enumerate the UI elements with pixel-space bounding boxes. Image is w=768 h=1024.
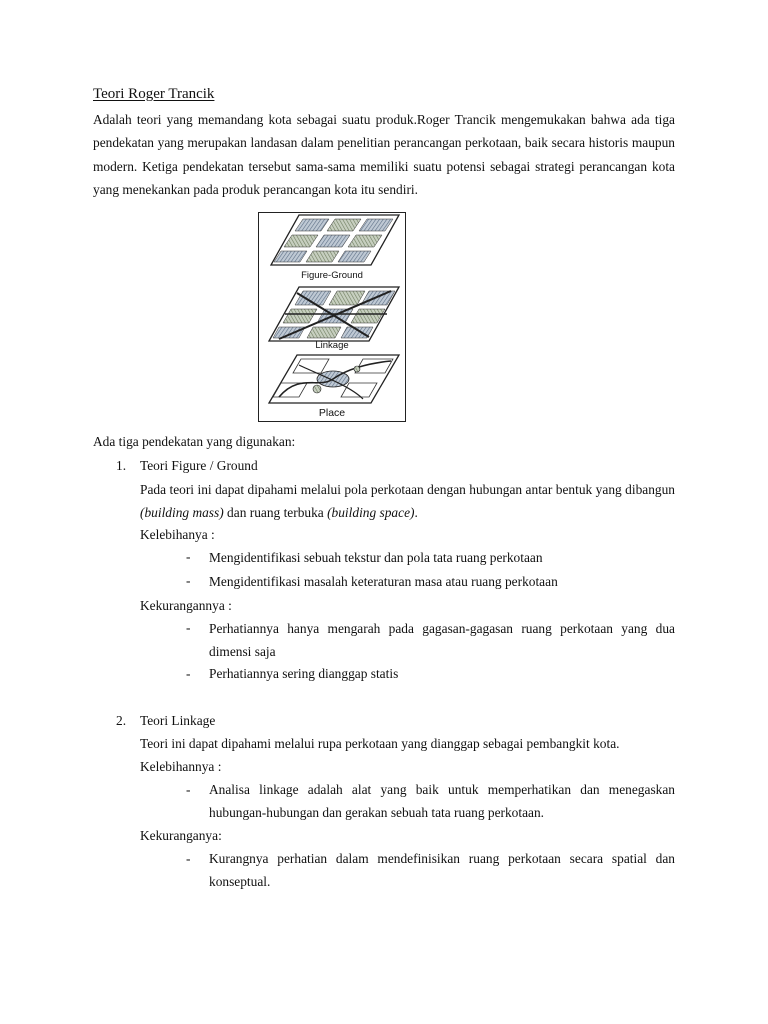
cons-label: Kekurangannya : xyxy=(140,598,232,613)
trancik-diagram xyxy=(258,212,406,422)
section-heading: Teori Figure / Ground xyxy=(140,458,258,473)
page-title: Teori Roger Trancik xyxy=(93,86,215,102)
linkage-label: Linkage xyxy=(315,340,349,351)
section-description xyxy=(140,478,675,524)
list-item: Kurangnya perhatian dalam mendefinisikan ruang perkotaan secara spatial dan konseptual. xyxy=(209,851,675,889)
list-item: Analisa linkage adalah alat yang baik untuk memperhatikan dan menegaskan hubungan-hubungan dan gerakan sebuah tata ruang perkotaan. xyxy=(209,782,675,820)
pros-label: Kelebihanya : xyxy=(140,527,215,542)
list-dash: - xyxy=(186,851,191,866)
list-item: Mengidentifikasi sebuah tekstur dan pola tata ruang perkotaan xyxy=(209,550,543,565)
trancik-diagram-graphic xyxy=(259,213,405,421)
place-layer xyxy=(269,355,399,403)
cons-label: Kekuranganya: xyxy=(140,828,222,843)
section-number: 1. xyxy=(116,458,127,473)
description-italic-term: (building mass) xyxy=(140,505,224,520)
pros-label: Kelebihannya : xyxy=(140,759,222,774)
description-text: Pada teori ini dapat dipahami melalui pola perkotaan dengan hubungan antar bentuk yang dibangun xyxy=(140,482,675,497)
intro-paragraph: Adalah teori yang memandang kota sebagai suatu produk.Roger Trancik mengemukakan bahwa ada tiga pendekatan yang merupakan landasan dalam penelitian perancangan perkotaan, baik secara historis maupun modern. Ketiga pendekatan tersebut sama-sama memiliki suatu potensi sebagai strategi perancangan kota yang menekankan pada produk perancangan kota itu sendiri. xyxy=(93,112,675,197)
approaches-intro: Ada tiga pendekatan yang digunakan: xyxy=(93,434,296,449)
list-dash: - xyxy=(186,573,191,588)
figure-ground-layer xyxy=(271,215,399,265)
list-item: Perhatiannya sering dianggap statis xyxy=(209,666,399,681)
place-label: Place xyxy=(318,407,346,419)
figure-ground-label: Figure-Ground xyxy=(301,270,363,281)
description-italic-term: (building space) xyxy=(327,505,415,520)
list-dash: - xyxy=(186,549,191,564)
section-description: Teori ini dapat dipahami melalui rupa perkotaan yang dianggap sebagai pembangkit kota. xyxy=(140,736,620,751)
linkage-layer xyxy=(269,287,399,341)
list-dash: - xyxy=(186,666,191,681)
list-dash: - xyxy=(186,620,191,635)
list-item: Mengidentifikasi masalah keteraturan masa atau ruang perkotaan xyxy=(209,574,558,589)
description-text: dan ruang terbuka xyxy=(223,505,328,520)
section-heading: Teori Linkage xyxy=(140,713,216,728)
section-number: 2. xyxy=(116,713,127,728)
description-text: . xyxy=(414,505,418,520)
list-item: Perhatiannya hanya mengarah pada gagasan-gagasan ruang perkotaan yang dua dimensi saja xyxy=(209,621,675,659)
list-dash: - xyxy=(186,782,191,797)
